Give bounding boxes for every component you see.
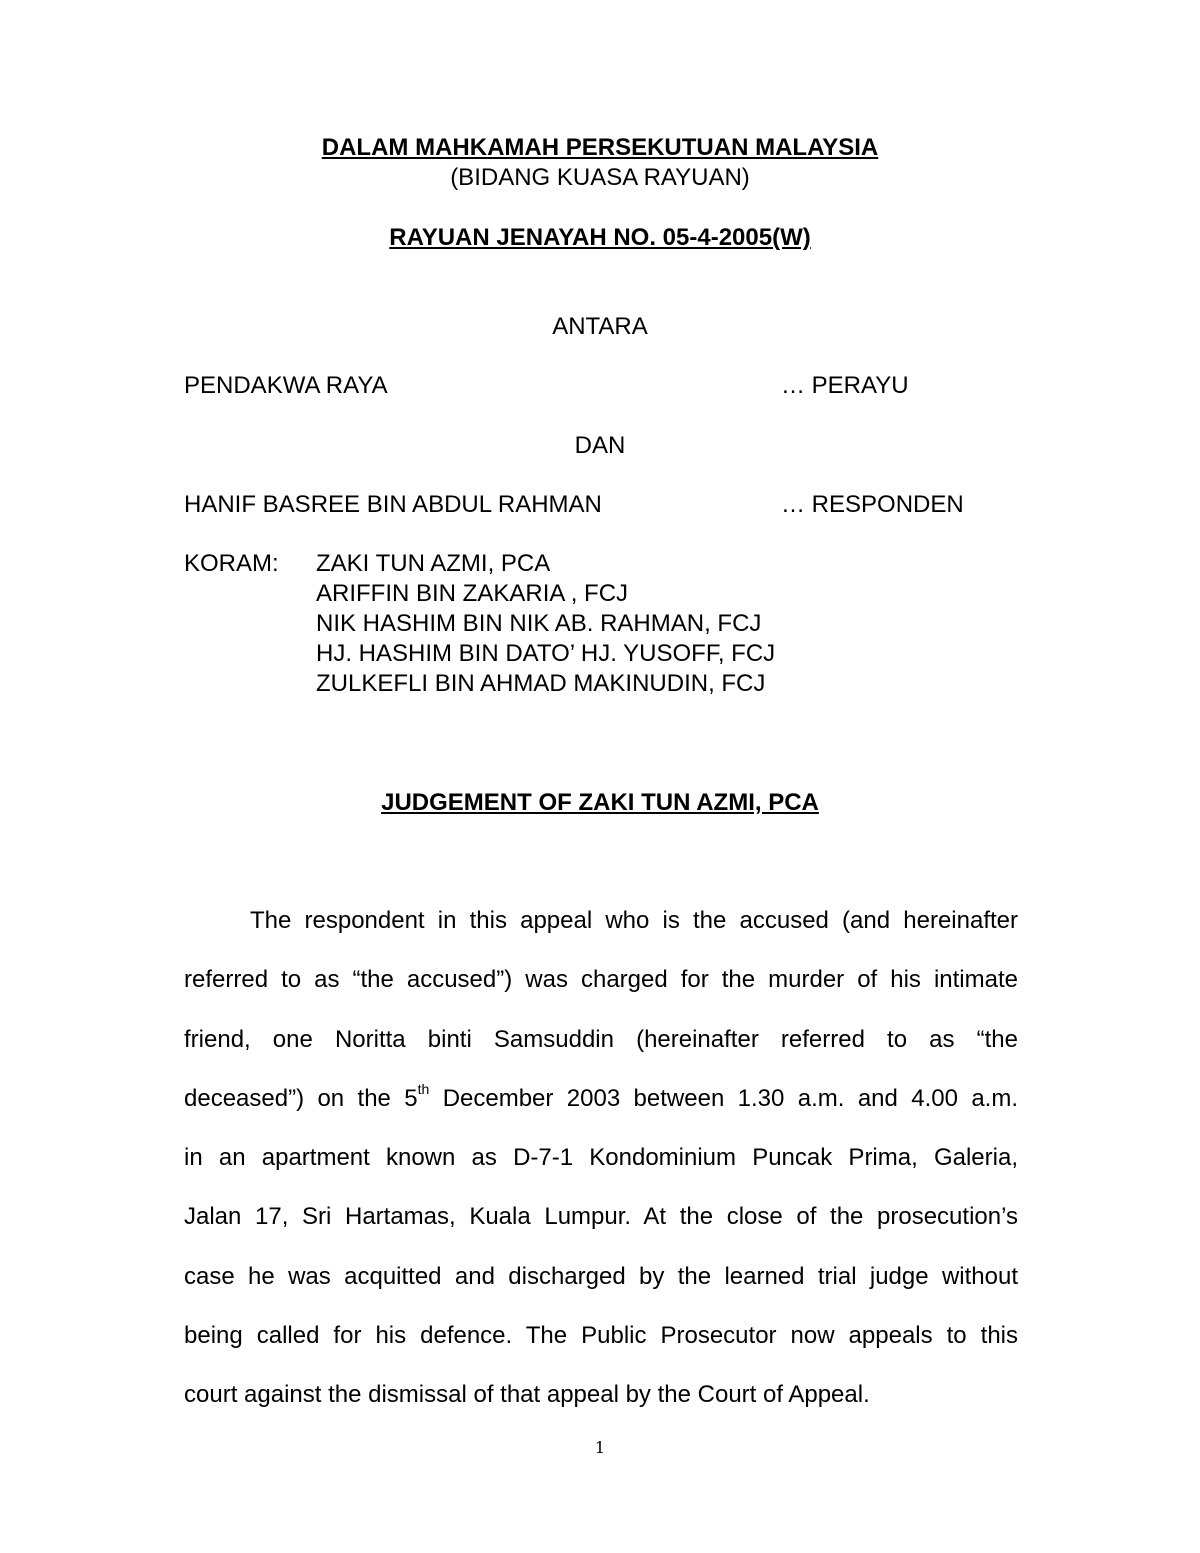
page-number: 1 xyxy=(594,1438,606,1457)
coram-judge: NIK HASHIM BIN NIK AB. RAHMAN, FCJ xyxy=(316,610,762,637)
ordinal-suffix: th xyxy=(417,1080,430,1097)
paragraph-line: referred to as “the accused”) was charged for the murder of his intimate xyxy=(184,966,1018,994)
line-text: deceased”) on the 5 xyxy=(184,1084,418,1112)
respondent-role: … RESPONDEN xyxy=(781,491,964,518)
appellant-role: … PERAYU xyxy=(781,372,909,399)
paragraph-line: case he was acquitted and discharged by the learned trial judge without xyxy=(184,1262,1018,1290)
appellant-name: PENDAKWA RAYA xyxy=(184,372,388,399)
between-label: ANTARA xyxy=(552,313,648,340)
jurisdiction: (BIDANG KUASA RAYUAN) xyxy=(450,164,750,191)
coram-judge: HJ. HASHIM BIN DATO’ HJ. YUSOFF, FCJ xyxy=(316,640,776,667)
coram-judge: ZAKI TUN AZMI, PCA xyxy=(316,550,551,577)
coram-label: KORAM: xyxy=(184,550,279,577)
judgement-paragraph xyxy=(184,891,1018,1425)
paragraph-line: friend, one Noritta binti Samsuddin (hereinafter referred to as “the xyxy=(184,1025,1018,1053)
coram-judge: ZULKEFLI BIN AHMAD MAKINUDIN, FCJ xyxy=(316,670,766,697)
paragraph-line: Jalan 17, Sri Hartamas, Kuala Lumpur. At the close of the prosecution’s xyxy=(184,1203,1018,1231)
paragraph-line: The respondent in this appeal who is the accused (and hereinafter xyxy=(250,907,1018,934)
paragraph-line: being called for his defence. The Public Prosecutor now appeals to this xyxy=(184,1322,1018,1350)
respondent-name: HANIF BASREE BIN ABDUL RAHMAN xyxy=(184,491,602,518)
paragraph-line: court against the dismissal of that appeal by the Court of Appeal. xyxy=(184,1381,870,1409)
and-label: DAN xyxy=(574,432,626,459)
paragraph-line: in an apartment known as D-7-1 Kondominium Puncak Prima, Galeria, xyxy=(184,1144,1018,1172)
coram-judge: ARIFFIN BIN ZAKARIA , FCJ xyxy=(316,580,629,607)
paragraph-line xyxy=(184,1069,1018,1128)
line-text: December 2003 between 1.30 a.m. and 4.00 a.m. xyxy=(429,1084,1019,1112)
case-number: RAYUAN JENAYAH NO. 05-4-2005(W) xyxy=(389,224,811,251)
court-title: DALAM MAHKAMAH PERSEKUTUAN MALAYSIA xyxy=(321,134,879,161)
judgement-title: JUDGEMENT OF ZAKI TUN AZMI, PCA xyxy=(381,789,819,816)
